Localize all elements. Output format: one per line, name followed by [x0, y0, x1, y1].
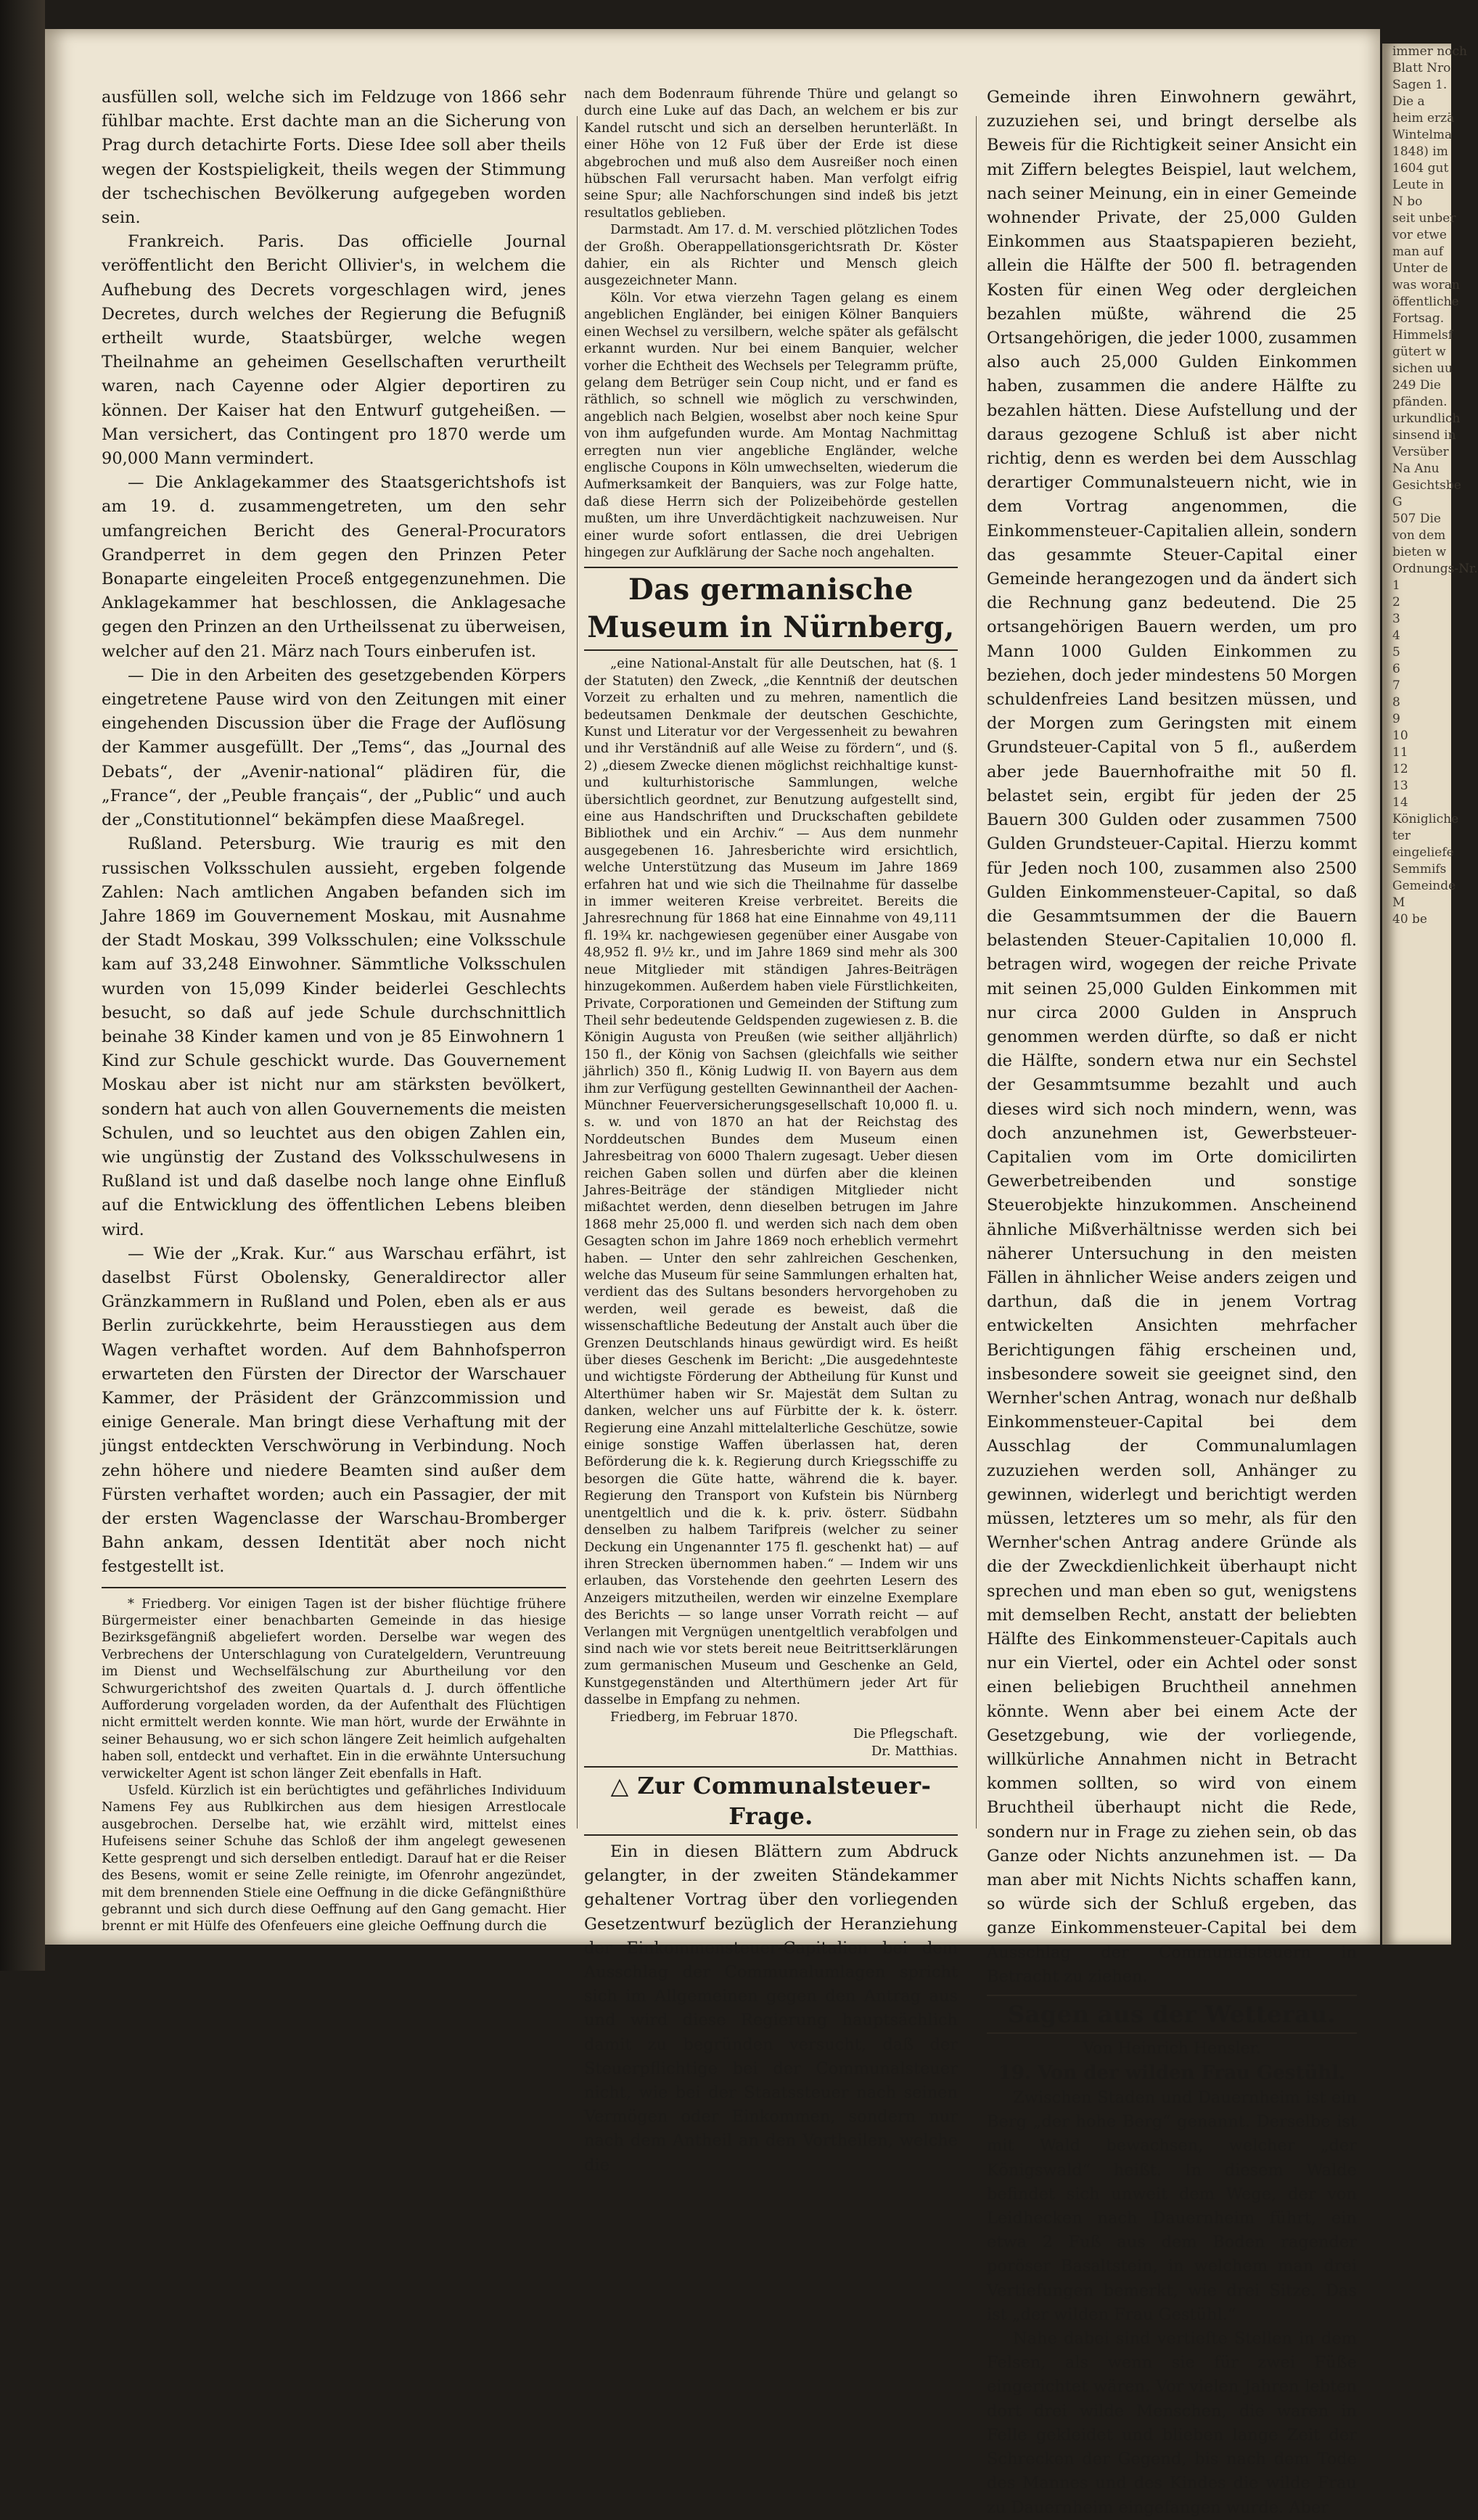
neighbor-fragment: 9 — [1392, 712, 1400, 726]
museum-heading: Das germanische Museum in Nürnberg, — [584, 567, 958, 651]
sagen-author: Von Heinrich Hensler. — [1083, 2040, 1261, 2059]
neighbor-fragment: seit unber — [1392, 211, 1456, 226]
communalsteuer-article — [584, 1840, 958, 2178]
sagen-article — [987, 2086, 1357, 2520]
neighbor-fragment: G — [1392, 495, 1403, 509]
neighbor-fragment: Blatt Nro — [1392, 61, 1451, 75]
neighbor-fragment: was woran — [1392, 278, 1460, 292]
neighbor-fragment: Na Anu — [1392, 461, 1440, 476]
neighbor-fragment: 7 — [1392, 678, 1400, 693]
article-paragraph: Zwischen Staden und Dauernheim ist ein Berg „der hohe Berg“ genannt. Derselbe ist mit Wald bewachsen, welcher „der Königswald“ heißt. In diesem Walde befindet sich unweit dem Wege, der von Leidhecken nach Dauernheim führt, ein etwa 2 Fuß aus dem Boden ragender poröser Basaltstein, in welchem man drei Vertiefungen bemerkt, wie drei Sitze. Das ist „der wilden Frau Gestühl.“ — [987, 2088, 1357, 2324]
dateline: Friedberg, im Februar 1870. — [610, 1709, 798, 1725]
neighbor-fragment: Gemeinde — [1392, 879, 1456, 893]
section-divider — [102, 1587, 566, 1588]
museum-article — [584, 655, 958, 1725]
neighbor-fragment: bieten w — [1392, 545, 1447, 559]
article-paragraph: Darmstadt. Am 17. d. M. verschied plötzlichen Todes der Großh. Oberappellationsgerichtsrath Dr. Köster dahier, ein als Richter und Mensch gleich ausgezeichneter Mann. — [584, 222, 958, 289]
article-paragraph: nach dem Bodenraum führende Thüre und gelangt so durch eine Luke auf das Dach, an welchem er bis zur Kandel rutscht und sich an derselben herunterläßt. In einer Höhe von 12 Fuß über der Erde ist diese abgebrochen und muß also dem Ausreißer noch einen hübschen Fall verursacht haben. Man verfolgt eifrig seine Spur; alle Nachforschungen sind indeß bis jetzt resultatlos geblieben. — [584, 86, 958, 221]
article-paragraph: Frankreich. Paris. Das officielle Journal veröffentlicht den Bericht Ollivier's, in welchem die Aufhebung des Decrets vorgeschlagen wird, jenes Decretes, durch welches der Regierung die Befugniß ertheilt wurde, Staatsbürger, welche wegen Theilnahme an geheimen Gesellschaften verurtheilt waren, nach Cayenne oder Algier deportiren zu können. Der Kaiser hat den Entwurf gutgeheißen. — Man versichert, das Contingent pro 1870 werde um 90,000 Mann vermindert. — [102, 232, 566, 469]
neighbor-fragment: 3 — [1392, 612, 1400, 626]
neighbor-fragment: 11 — [1392, 745, 1408, 760]
neighbor-fragment: eingeliefe — [1392, 845, 1454, 860]
neighbor-fragment: Semmifs — [1392, 862, 1447, 877]
neighbor-fragment: Königliche — [1392, 812, 1459, 826]
neighbor-fragment: 8 — [1392, 695, 1400, 710]
book-spine — [0, 0, 45, 1971]
neighbor-fragment: Sagen 1. — [1392, 78, 1448, 92]
neighbor-fragment: Himmelsf — [1392, 328, 1453, 342]
neighbor-fragment: immer noch — [1392, 44, 1467, 59]
neighbor-fragment: 249 Die — [1392, 378, 1441, 393]
column-1-body — [102, 86, 566, 1580]
neighbor-fragment: 507 Die — [1392, 512, 1441, 526]
signature-line: Die Pflegschaft. — [853, 1725, 958, 1741]
neighbor-fragment: urkundlich — [1392, 411, 1461, 426]
neighbor-fragment: 5 — [1392, 645, 1400, 660]
column-2-top — [584, 86, 958, 561]
article-paragraph: — Die Anklagekammer des Staatsgerichtshofs ist am 19. d. zusammengetreten, um den sehr umfangreichen Bericht des General-Procurators Grandperret in dem gegen den Prinzen Peter Bonaparte eingeleiten Proceß entgegenzunehmen. Die Anklagekammer hat beschlossen, die Anklagesache gegen den Prinzen an den Urtheilssenat zu überweisen, welcher auf den 21. März nach Tours einberufen ist. — [102, 473, 566, 661]
column-3-body — [987, 86, 1357, 1989]
article-paragraph: — Wie der „Krak. Kur.“ aus Warschau erfährt, ist daselbst Fürst Obolensky, Generaldirector aller Gränzkammern in Rußland und Polen, eben als er aus Berlin zurückkehrte, beim Herausstiegen aus dem Wagen verhaftet worden. Auf dem Bahnhofsperron erwarteten den Fürsten der Director der Warschauer Kammer, der Präsident der Gränzcommission und einige Generale. Man bringt diese Verhaftung mit der jüngst entdeckten Verschwörung in Verbindung. Noch zehn höhere und niedere Beamten sind außer dem Fürsten verhaftet worden; auch ein Passagier, der mit der ersten Wagenclasse der Warschau-Bromberger Bahn ankam, dessen Identität aber noch nicht festgestellt ist. — [102, 1244, 566, 1577]
neighbor-fragment: 1604 gut — [1392, 161, 1449, 176]
article-paragraph: — Die in den Arbeiten des gesetzgebenden Körpers eingetretene Pause wird von den Zeitungen mit einer eingehenden Discussion über die Frage der Auflösung der Kammer ausgefüllt. Der „Tems“, das „Journal des Debats“, der „Avenir-national“ plädiren für, die „France“, der „Peuble français“, der „Public“ und auch der „Constitutionnel“ bekämpfen diese Maaßregel. — [102, 665, 566, 830]
signature-name: Dr. Matthias. — [871, 1743, 958, 1759]
article-paragraph: Gemeinde ihren Einwohnern gewährt, zuzuziehen sei, und bringt derselbe als Beweis für die Richtigkeit seiner Ansicht ein mit Ziffern belegtes Beispiel, laut welchem, nach seiner Meinung, ein in einer Gemeinde wohnender Private, der 25,000 Gulden Einkommen aus Staatspapieren bezieht, allein die Hälfte der 500 fl. betragenden Kosten für einen Weg oder dergleichen bezahlen müßte, während die 25 Ortsangehörigen, die jeder 1000, zusammen also auch 25,000 Gulden Einkommen haben, zusammen die andere Hälfte zu bezahlen hätten. Diese Aufstellung und der daraus gezogene Schluß ist aber nicht richtig, denn es werden bei dem Ausschlag derartiger Communalsteuern nicht, wie in dem Vortrag angenommen, die Einkommensteuer-Capitalien allein, sondern das gesammte Steuer-Capital einer Gemeinde herangezogen und da ändert sich die Rechnung ganz bedeutend. Die 25 ortsangehörigen Bauern werden, um pro Mann 1000 Gulden Einkommen zu beziehen, doch jeder mindestens 50 Morgen schuldenfreies Land besitzen müssen, und der Morgen zum Geringsten mit einem Grundsteuer-Capital von 5 fl., außerdem aber jede Bauernhofraithe mit 50 fl. belastet sein, ergibt für jeden der 25 Bauern 300 Gulden oder zusammen 7500 Gulden Grundsteuer-Capital. Hierzu kommt für Jeden noch 100, zusammen also 2500 Gulden Einkommensteuer-Capital, so daß die Gesammtsummen der die Bauern belastenden Steuer-Capitalien 10,000 fl. betragen wird, wogegen der reiche Private mit seinen 25,000 Gulden Einkommen mit nur circa 2000 Gulden in Anspruch genommen werden dürfte, so daß er nicht die Hälfte, sondern etwa nur ein Sechstel der Gesammtsumme bezahlt und auch dieses wird sich noch mindern, wenn, was doch anzunehmen ist, Gewerbsteuer-Capitalien vom im Orte domicilirten Gewerbetreibenden und sonstige Steuerobjekte hinzukommen. Anscheinend ähnliche Mißverhältnisse werden sich bei näherer Untersuchung in den meisten Fällen in ähnlicher Weise anders zeigen und darthun, daß die in jenem Vortrag entwickelten Ansichten mehrfacher Berichtigungen fähig erscheinen und, insbesondere soweit sie geeignet sind, den Wernher'schen Antrag, wonach nur deßhalb Einkommensteuer-Capital bei dem Ausschlag der Communalumlagen zuzuziehen werden soll, Anhänger zu gewinnen, widerlegt und berichtigt werden müssen, letzteres um so mehr, als für den Wernher'schen Antrag andere Gründe als die der Zweckdienlichkeit überhaupt nicht sprechen und man eben so gut, wenigstens mit demselben Recht, anstatt der beliebten Hälfte des Einkommensteuer-Capitals auch nur ein Viertel, oder ein Achtel oder sonst einen beliebigen Bruchtheil annehmen könnte. Wenn aber bei einem Acte der Gesetzgebung, wie der vorliegende, willkürliche Annahmen nicht in Betracht kommen sollten, so wird von einem Bruchtheil überhaupt nicht die Rede, sondern nur in Frage zu ziehen sein, ob das Ganze oder Nichts anzunehmen ist. — Da man aber mit Nichts Nichts schaffen kann, so würde sich der Schluß ergeben, das ganze Einkommensteuer-Capital bei dem Ausschlag der Communalsteuern in Betracht zu ziehen. — [987, 88, 1357, 1986]
neighbor-fragment: 13 — [1392, 779, 1408, 793]
sagen-title: 19. Von der wilden Frau Gestühl. — [998, 2062, 1346, 2085]
neighbor-fragment: öffentliche — [1392, 295, 1459, 309]
neighbor-fragment: gütert w — [1392, 345, 1446, 359]
neighbor-fragment: ter — [1392, 829, 1411, 843]
local-news-paragraph: Usfeld. Kürzlich ist ein berüchtigtes und gefährliches Individuum Namens Fey aus Rublkirchen aus dem hiesigen Arrestlocale ausgebrochen. Derselbe hat, wie erzählt wird, mittelst eines Hufeisens seiner Schuhe das Schloß der ihm angelegt gewesenen Kette gesprengt und sich derselben entledigt. Darauf hat er die Reiser des Besens, womit er seine Zelle reinigte, im Ofenrohr angezündet, mit dem brennenden Stiele eine Oeffnung in die dicke Gefängnißthüre gebrannt und sich durch diese Oeffnung auf den Gang gemacht. Hier brennt er mit Hülfe des Ofenfeuers eine gleiche Oeffnung durch die — [102, 1783, 566, 1934]
article-paragraph: Nahe dabei sind vertiefte Stellen in dem Felsen, als wenn sie für zwei Füße eingerichtet wären. Vor vielen Jahren lebten dort drei wilde Menschen, die waren in Felle gekleidet und blieben lange Zeit der Schrecken der Gegend, bis nach dem Tode des Mannes und des Kindes die wilde Frau zu Dauernheim eingefangen wurde. Aber — [987, 2329, 1357, 2517]
column-3 — [987, 86, 1357, 2520]
neighbor-fragment: Leute in — [1392, 178, 1444, 192]
column-rule-left — [577, 116, 578, 1829]
column-1 — [102, 86, 566, 1935]
neighbor-fragment: 6 — [1392, 662, 1400, 676]
neighbor-fragment: Fortsag. — [1392, 311, 1445, 326]
sagen-heading: Sagen aus der Wetterau. — [987, 1995, 1357, 2034]
neighbor-fragment: 1848) im — [1392, 144, 1448, 159]
article-paragraph: Rußland. Petersburg. Wie traurig es mit den russischen Volksschulen aussieht, ergeben folgende Zahlen: Nach amtlichen Angaben befanden sich im Jahre 1869 im Gouvernement Moskau, mit Ausnahme der Stadt Moskau, 399 Volksschulen; eine Volksschule kam auf 33,248 Einwohner. Sämmtliche Volksschulen wurden von 15,099 Kinder beiderlei Geschlechts besucht, so daß auf jede Schule durchschnittlich beinahe 38 Kinder kamen und von je 85 Einwohnern 1 Kind zur Schule geschickt wurde. Das Gouvernement Moskau aber ist nicht nur am stärksten bevölkert, sondern hat auch von allen Gouvernements die meisten Schulen, und so leuchtet aus den obigen Zahlen ein, wie ungünstig der Zustand des Volksschulwesens in Rußland ist und daß daselbe noch lange ohne Einfluß auf die Entwicklung des öffentlichen Lebens bleiben wird. — [102, 834, 566, 1239]
article-paragraph: „eine National-Anstalt für alle Deutschen, hat (§. 1 der Statuten) den Zweck, „die Kenntniß der deutschen Vorzeit zu erhalten und zu mehren, namentlich die bedeutsamen Denkmale der deutschen Geschichte, Kunst und Literatur vor der Vergessenheit zu bewahren und ihr Verständniß auf alle Weise zu fördern“, und (§. 2) „diesem Zwecke dienen möglichst reichhaltige kunst- und kulturhistorische Sammlungen, welche übersichtlich geordnet, zur Benutzung aufgestellt sind, eine aus Handschriften und Druckschaften gebildete Bibliothek und ein Archiv.“ — Aus dem nunmehr ausgegebenen 16. Jahresberichte wird ersichtlich, welche Unterstützung das Museum im Jahre 1869 erfahren hat und wie sich die Theilnahme für dasselbe in immer weiteren Kreise verbreitet. Bereits die Jahresrechnung für 1868 hat eine Einnahme von 49,111 fl. 19¾ kr. nachgewiesen gegenüber einer Ausgabe von 48,952 fl. 9½ kr., und im Jahre 1869 sind mehr als 300 neue Mitglieder mit ständigen Jahres-Beiträgen hinzugekommen. Außerdem haben viele Fürstlichkeiten, Private, Corporationen und Gemeinden der Stiftung zum Theil sehr bedeutende Geldspenden zugewiesen z. B. die Königin Augusta von Preußen (wie seither alljährlich) 150 fl., der König von Sachsen (gleichfalls wie seither jährlich) 350 fl., König Ludwig II. von Bayern aus dem ihm zur Verfügung gestellten Gewinnantheil der Aachen-Münchner Feuerversicherungsgesellschaft 10,000 fl. u. s. w. und von 1870 an hat der Reichstag des Norddeutschen Bundes dem Museum einen Jahresbeitrag von 6000 Thalern zugesagt. Ueber diesen reichen Gaben sollen und dürfen aber die kleinen Jahres-Beiträge der ständigen Mitglieder nicht mißachtet werden, denn dieselben betrugen im Jahre 1868 mehr 25,000 fl. und werden sich nach dem oben Gesagten schon im Jahre 1869 noch erheblich vermehrt haben. — Unter den sehr zahlreichen Geschenken, welche das Museum für seine Sammlungen erhalten hat, verdient das des Sultans besonders hervorgehoben zu werden, weil gerade es beweist, daß die wissenschaftliche Bedeutung der Anstalt auch über die Grenzen Deutschlands hinaus gewürdigt wird. Es heißt über dieses Geschenk im Bericht: „Die ausgedehnteste und wichtigste Förderung der Abtheilung für Kunst und Alterthümer haben wir Sr. Majestät dem Sultan zu danken, welcher uns auf Fürbitte der k. k. österr. Regierung eine Anzahl mittelalterliche Geschütze, sowie einige sonstige Waffen überlassen hat, deren Beförderung die k. k. Regierung durch Kriegsschiffe zu besorgen die Güte hatte, während die k. bayer. Regierung den Transport von Kufstein bis Nürnberg unentgeltlich und die k. k. priv. österr. Südbahn denselben zu halbem Tarifpreis (welcher zu seiner Deckung ein Ungenannter 175 fl. geschenkt hat) — auf ihren Strecken übernommen haben.“ — Indem wir uns erlauben, das Vorstehende den geehrten Lesern des Anzeigers mitzutheilen, werden wir einzelne Exemplare des Berichts — so lange unser Vorrath reicht — auf Verlangen mit Vergnügen unentgeltlich verabfolgen und sind nach wie vor stets bereit neue Beitrittserklärungen zum germanischen Museum und Geschenke an Geld, Kunstgegenständen und Alterthümern jeder Art für dasselbe in Empfang zu nehmen. — [584, 656, 958, 1708]
neighbor-fragment: vor etwe — [1392, 228, 1447, 242]
neighbor-fragment: man auf — [1392, 245, 1443, 259]
neighbor-page-fragments — [1382, 44, 1478, 928]
neighbor-fragment: 12 — [1392, 762, 1408, 776]
neighbor-fragment: Die a — [1392, 94, 1425, 109]
neighbor-fragment: Unter de — [1392, 261, 1448, 276]
neighbor-fragment: sichen uu — [1392, 361, 1453, 376]
neighbor-fragment: 10 — [1392, 728, 1408, 743]
column-rule-right — [976, 116, 977, 1829]
article-paragraph: Ein in diesen Blättern zum Abdruck gelangter, in der zweiten Ständekammer gehaltener Vortrag über den vorliegenden Gesetzentwurf bezüglich der Heranziehung der Einkommensteuer-Capitalien bei dem Ausschlag der Communalumlagen spricht sich im Allgemeinen gegen den Antrag aus und wird diese Regierung hauptsächlich damit zu begründen versucht, daß der Steuerpflichtige bei der Communalsteuer nicht, wie bei der Staatssteuer nach seinen Vermögen oder Einkommen, sondern nur nach dem Antheil an den Vortheilen, welche die — [584, 1842, 958, 2175]
local-news-paragraph: * Friedberg. Vor einigen Tagen ist der bisher flüchtige frühere Bürgermeister einer benachbarten Gemeinde in das hiesige Bezirksgefängniß abgeliefert worden. Derselbe war wegen des Verbrechens der Unterschlagung von Curatelgeldern, Veruntreuung im Dienst und Wechselfälschung zur Aburtheilung vor den Schwurgerichtshof des zweiten Quartals d. J. durch öffentliche Aufforderung vorgeladen worden, da der Aufenthalt des Flüchtigen nicht ermittelt werden konnte. Wie man hört, wurde der Erwähnte in seiner Behausung, wo er sich schon längere Zeit heimlich aufgehalten haben soll, entdeckt und verhaftet. Ein in die erwähnte Untersuchung verwickelter Agent ist schon länger Zeit ebenfalls in Haft. — [102, 1596, 566, 1781]
neighbor-fragment: pfänden. — [1392, 395, 1448, 409]
neighbor-fragment: 14 — [1392, 795, 1408, 810]
neighbor-fragment: 2 — [1392, 595, 1400, 610]
local-news — [102, 1596, 566, 1935]
neighbor-fragment: 1 — [1392, 578, 1400, 593]
communalsteuer-heading: △ Zur Communalsteuer-Frage. — [584, 1766, 958, 1836]
article-paragraph: Köln. Vor etwa vierzehn Tagen gelang es einem angeblichen Engländer, bei einigen Kölner Banquiers einen Wechsel zu versilbern, welche später als gefälscht erkannt wurden. Nur bei einem Banquier, welcher vorher die Echtheit des Wechsels per Telegramm prüfte, gelang dem Betrüger sein Coup nicht, und er fand es räthlich, so schnell wie möglich zu verschwinden, angeblich nach Belgien, woselbst aber noch keine Spur von ihm aufgefunden wurde. Am Montag Nachmittag erregten nun vier angebliche Engländer, welche englische Coupons in Köln umwechselten, wiederum die Aufmerksamkeit der Banquiers, was zur Folge hatte, daß diese Herrn sich der Polizeibehörde gestellen mußten, um ihre Unverdächtigkeit nachzuweisen. Nur einer wurde sofort entlassen, die drei Uebrigen hingegen zur Aufklärung der Sache noch angehalten. — [584, 290, 958, 560]
article-paragraph: ausfüllen soll, welche sich im Feldzuge von 1866 sehr fühlbar machte. Erst dachte man an die Sicherung von Prag durch detachirte Forts. Diese Idee soll aber theils wegen der Kostspieligkeit, theils wegen der Stimmung der tschechischen Bevölkerung aufgegeben worden sein. — [102, 88, 566, 228]
neighbor-fragment: 4 — [1392, 628, 1400, 643]
neighbor-fragment: Versüber — [1392, 445, 1449, 459]
neighbor-fragment: von dem — [1392, 528, 1446, 543]
column-2 — [584, 86, 958, 2178]
neighbor-page-strip — [1382, 44, 1478, 1945]
neighbor-fragment: sinsend in — [1392, 428, 1456, 443]
neighbor-fragment: 40 be — [1392, 912, 1427, 927]
neighbor-fragment: N bo — [1392, 194, 1423, 209]
neighbor-fragment: Wintelma — [1392, 128, 1453, 142]
neighbor-fragment: Gesichtsbe — [1392, 478, 1461, 493]
neighbor-fragment: M — [1392, 895, 1405, 910]
neighbor-fragment: heim erzä — [1392, 111, 1455, 126]
neighbor-fragment: Ordnungs-Nr. — [1392, 562, 1478, 576]
